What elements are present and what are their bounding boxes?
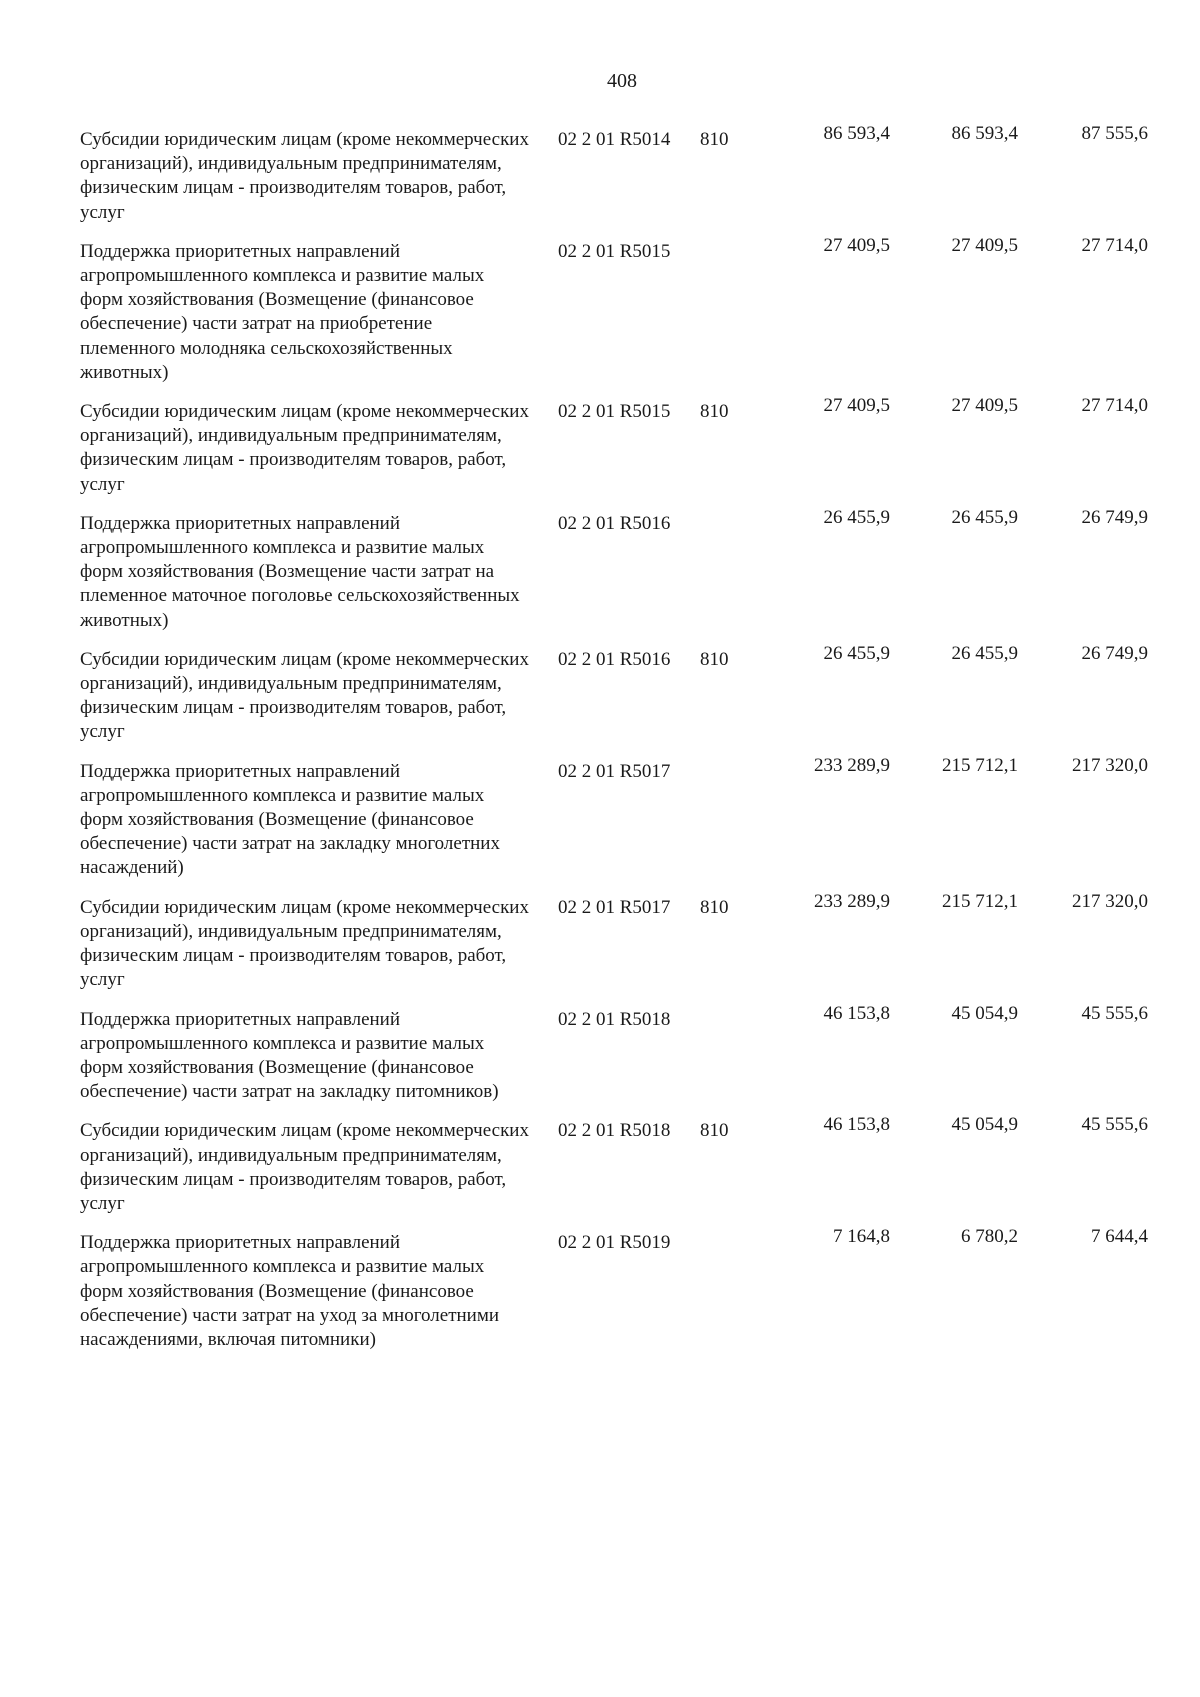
table-row xyxy=(80,123,1190,240)
row-target-code: 02 2 01 R5015 xyxy=(558,240,671,262)
row-description: Субсидии юридическим лицам (кроме некоммерческих организаций), индивидуальным предпринимателям, физическим лицам - производителям товаров, работ, услуг xyxy=(80,648,529,743)
row-value-year-3: 27 714,0 xyxy=(1081,234,1148,256)
row-value-year-1: 46 153,8 xyxy=(823,1114,890,1136)
row-value-year-1: 46 153,8 xyxy=(823,1002,890,1024)
row-expense-type: 810 xyxy=(700,648,729,670)
row-value-year-1: 27 409,5 xyxy=(823,234,890,256)
row-value-year-2: 215 712,1 xyxy=(942,890,1018,912)
row-value-year-1: 27 409,5 xyxy=(823,395,890,417)
row-value-year-2: 6 780,2 xyxy=(961,1226,1018,1248)
budget-table xyxy=(80,123,1190,1367)
row-expense-type: 810 xyxy=(700,896,729,918)
row-description: Субсидии юридическим лицам (кроме некоммерческих организаций), индивидуальным предпринимателям, физическим лицам - производителям товаров, работ, услуг xyxy=(80,896,529,991)
row-value-year-2: 215 712,1 xyxy=(942,754,1018,776)
row-description: Поддержка приоритетных направлений агропромышленного комплекса и развитие малых форм хозяйствования (Возмещение части затрат на племенное маточное поголовье сельскохозяйственных животных) xyxy=(80,512,520,631)
row-value-year-2: 86 593,4 xyxy=(951,123,1018,144)
row-expense-type: 810 xyxy=(700,1120,729,1142)
row-target-code: 02 2 01 R5015 xyxy=(558,401,671,423)
row-value-year-2: 26 455,9 xyxy=(951,506,1018,528)
row-value-year-3: 87 555,6 xyxy=(1081,123,1148,144)
row-value-year-3: 45 555,6 xyxy=(1081,1114,1148,1136)
row-value-year-2: 27 409,5 xyxy=(951,234,1018,256)
row-target-code: 02 2 01 R5017 xyxy=(558,760,671,782)
row-expense-type: 810 xyxy=(700,129,729,150)
table-row xyxy=(80,1002,1190,1120)
table-row xyxy=(80,395,1190,512)
row-value-year-1: 86 593,4 xyxy=(823,123,890,144)
table-row xyxy=(80,1114,1190,1231)
row-description: Поддержка приоритетных направлений агропромышленного комплекса и развитие малых форм хозяйствования (Возмещение (финансовое обеспечение) части затрат на уход за многолетними насаждениями, включая питомники) xyxy=(80,1232,500,1350)
row-value-year-3: 7 644,4 xyxy=(1091,1226,1148,1248)
row-value-year-1: 233 289,9 xyxy=(814,754,890,776)
row-description: Поддержка приоритетных направлений агропромышленного комплекса и развитие малых форм хозяйствования (Возмещение (финансовое обеспечение) части затрат на закладку питомников) xyxy=(80,1008,499,1103)
row-value-year-1: 26 455,9 xyxy=(823,642,890,664)
row-description: Поддержка приоритетных направлений агропромышленного комплекса и развитие малых форм хозяйствования (Возмещение (финансовое обеспечение) части затрат на закладку многолетних насаждений) xyxy=(80,760,500,879)
row-target-code: 02 2 01 R5019 xyxy=(558,1232,671,1254)
row-value-year-2: 27 409,5 xyxy=(951,395,1018,417)
row-value-year-1: 7 164,8 xyxy=(833,1226,890,1248)
table-row xyxy=(80,754,1190,896)
row-description: Субсидии юридическим лицам (кроме некоммерческих организаций), индивидуальным предпринимателям, физическим лицам - производителям товаров, работ, услуг xyxy=(80,1120,529,1214)
row-value-year-3: 217 320,0 xyxy=(1072,754,1148,776)
page-number: 408 xyxy=(607,70,637,92)
row-target-code: 02 2 01 R5016 xyxy=(558,512,671,534)
table-row xyxy=(80,1226,1190,1367)
row-expense-type: 810 xyxy=(700,401,729,423)
row-value-year-3: 45 555,6 xyxy=(1081,1002,1148,1024)
row-value-year-1: 26 455,9 xyxy=(823,506,890,528)
row-value-year-3: 26 749,9 xyxy=(1081,642,1148,664)
table-row xyxy=(80,506,1190,648)
table-row xyxy=(80,234,1190,400)
row-target-code: 02 2 01 R5014 xyxy=(558,129,671,150)
row-description: Субсидии юридическим лицам (кроме некоммерческих организаций), индивидуальным предпринимателям, физическим лицам - производителям товаров, работ, услуг xyxy=(80,129,529,223)
row-description: Субсидии юридическим лицам (кроме некоммерческих организаций), индивидуальным предпринимателям, физическим лицам - производителям товаров, работ, услуг xyxy=(80,401,529,495)
row-target-code: 02 2 01 R5018 xyxy=(558,1120,671,1142)
row-value-year-3: 26 749,9 xyxy=(1081,506,1148,528)
row-target-code: 02 2 01 R5016 xyxy=(558,648,671,670)
row-value-year-3: 27 714,0 xyxy=(1081,395,1148,417)
row-value-year-2: 26 455,9 xyxy=(951,642,1018,664)
row-value-year-2: 45 054,9 xyxy=(951,1002,1018,1024)
row-value-year-3: 217 320,0 xyxy=(1072,890,1148,912)
table-row xyxy=(80,642,1190,760)
row-value-year-2: 45 054,9 xyxy=(951,1114,1018,1136)
row-target-code: 02 2 01 R5017 xyxy=(558,896,671,918)
row-target-code: 02 2 01 R5018 xyxy=(558,1008,671,1030)
row-value-year-1: 233 289,9 xyxy=(814,890,890,912)
row-description: Поддержка приоритетных направлений агропромышленного комплекса и развитие малых форм хозяйствования (Возмещение (финансовое обеспечение) части затрат на приобретение племенного молодняка сельскохозяйственных животных) xyxy=(80,240,485,383)
table-row xyxy=(80,890,1190,1008)
